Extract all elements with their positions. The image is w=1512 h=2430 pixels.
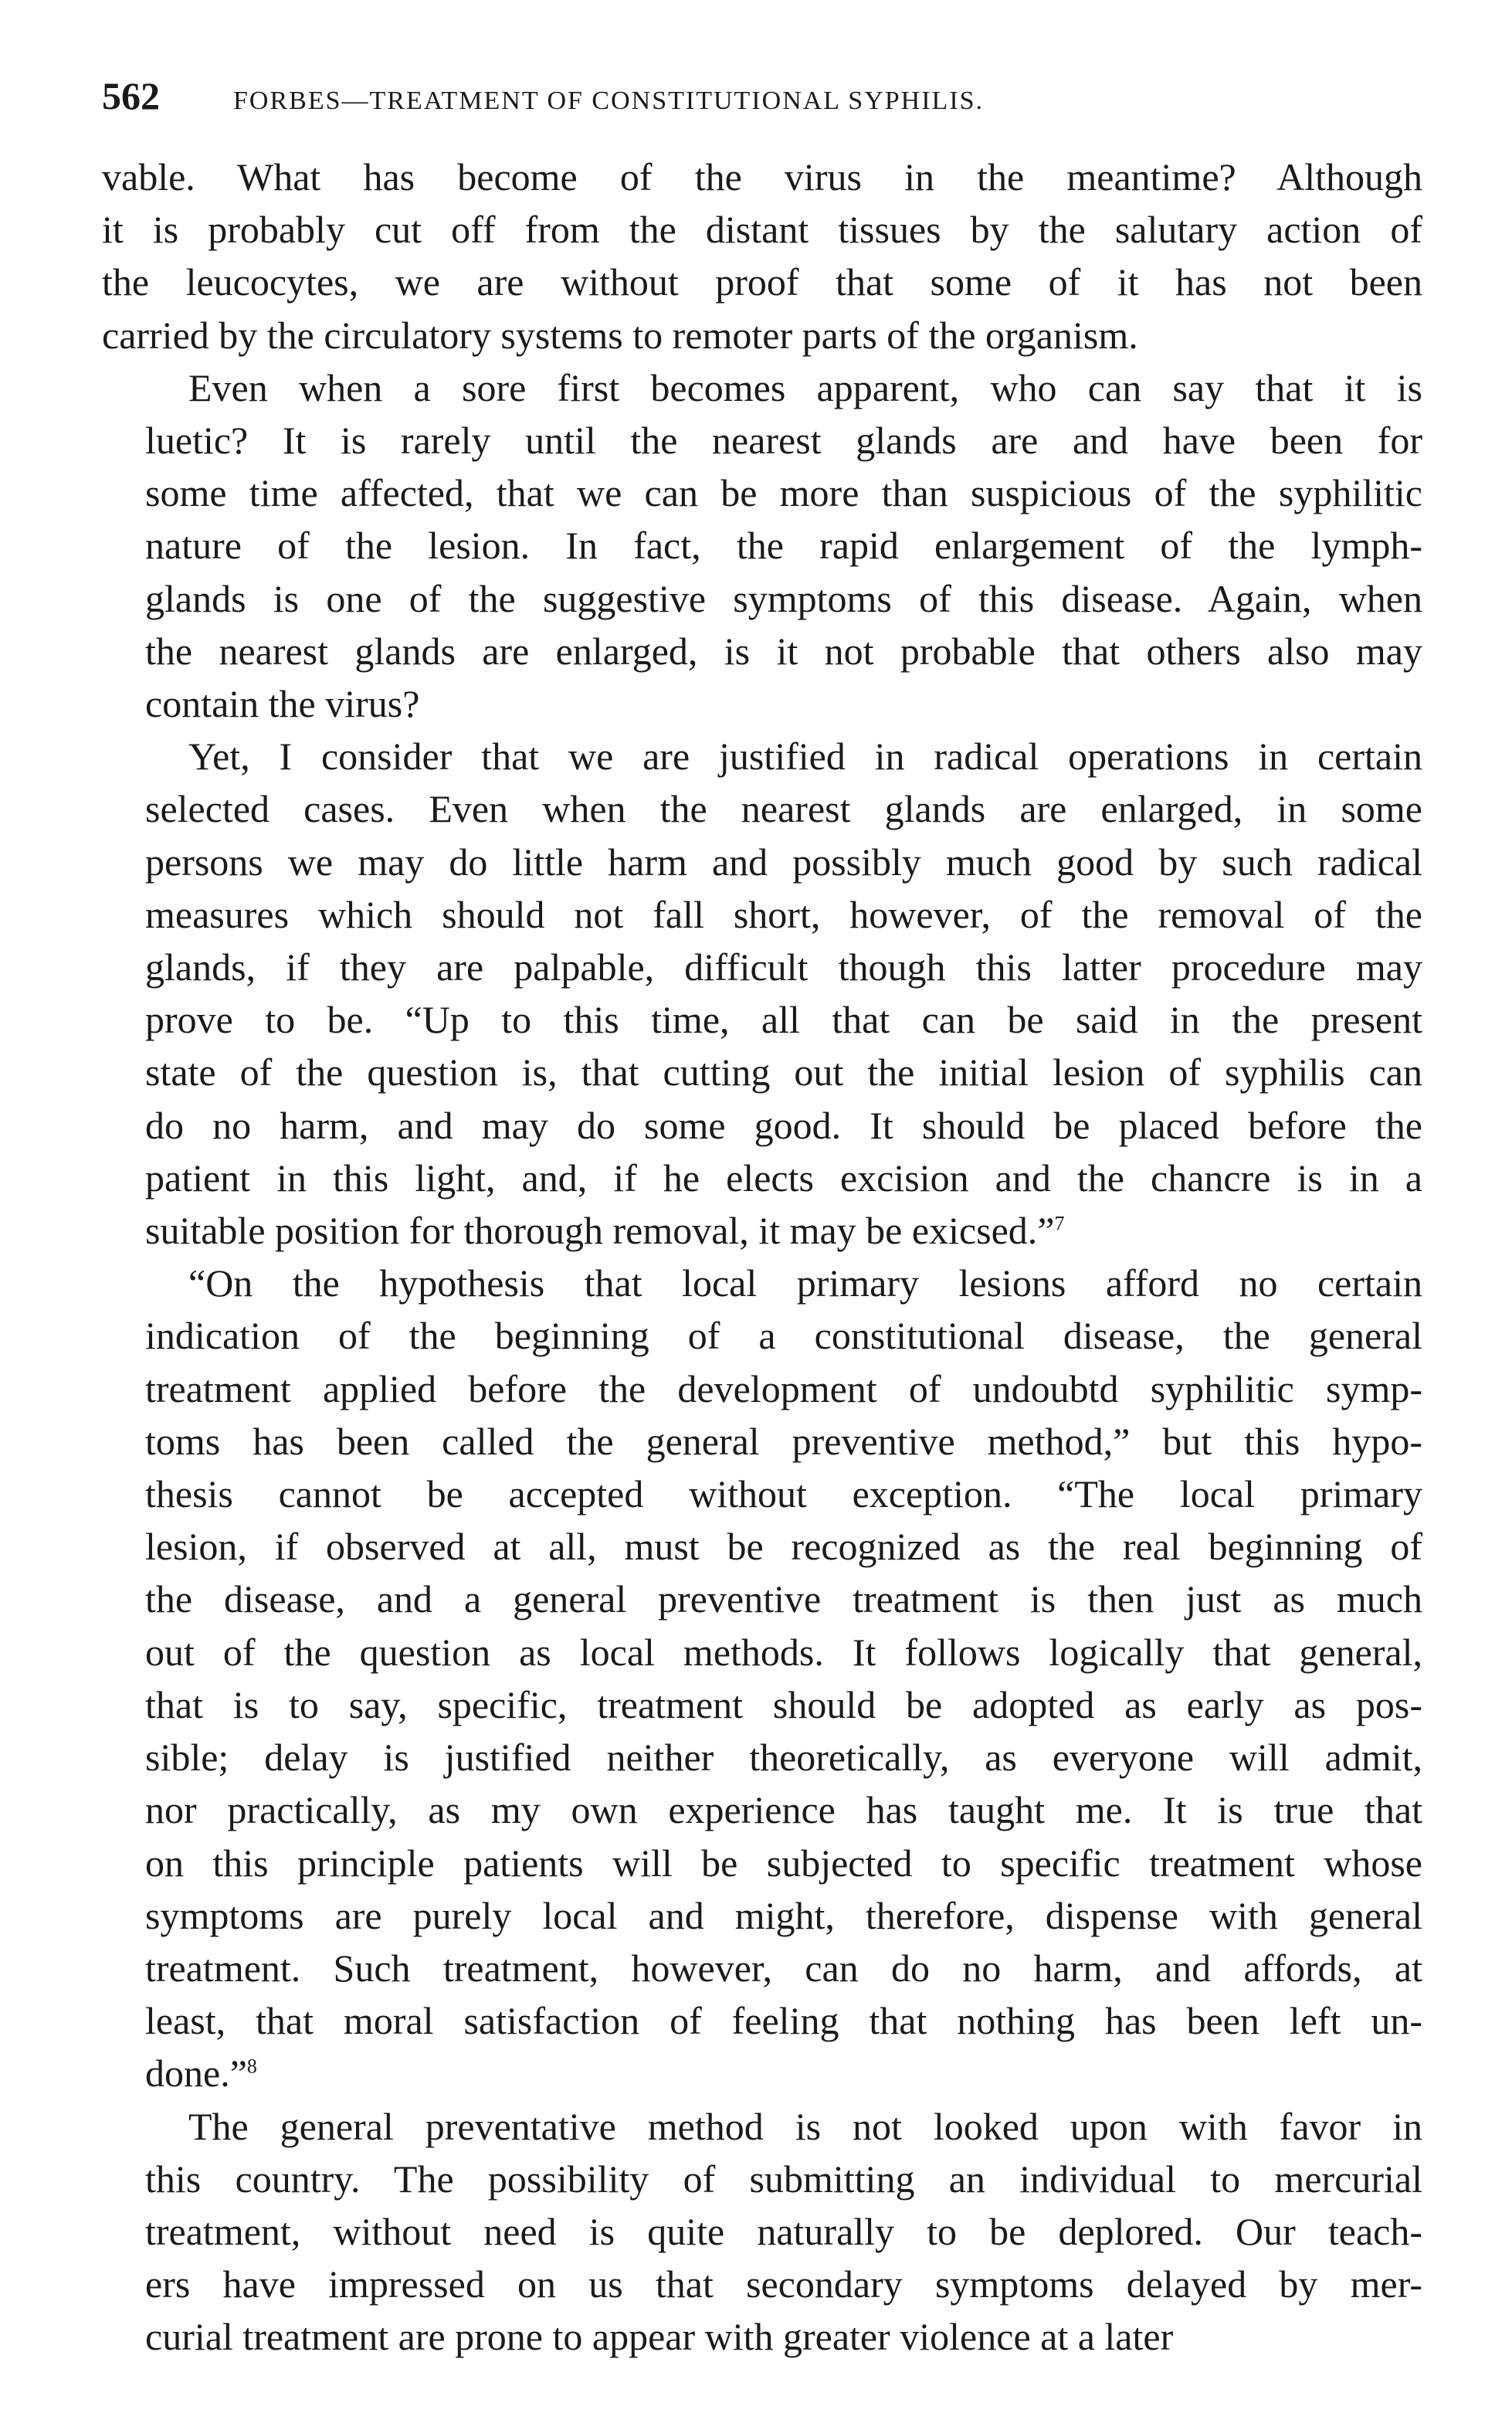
paragraph — [102, 730, 1422, 1257]
text-line: this country. The possibility of submitting an individual to mercurial — [145, 2157, 1422, 2201]
text-line: Yet, I consider that we are justified in radical operations in certain — [188, 735, 1422, 779]
paragraph — [102, 2100, 1422, 2364]
text-line: treatment, without need is quite naturally to be deplored. Our teach- — [145, 2209, 1422, 2253]
paragraph — [102, 151, 1422, 361]
text-line: treatment applied before the development of undoubtd syphilitic symp- — [145, 1366, 1422, 1410]
text-line: symptoms are purely local and might, therefore, dispense with general — [145, 1893, 1422, 1937]
page-header — [102, 73, 1422, 120]
body-text — [102, 151, 1422, 2364]
text-line: it is probably cut off from the distant tissues by the salutary action of — [102, 208, 1422, 252]
text-line: The general preventative method is not looked upon with favor in — [188, 2104, 1422, 2148]
text-line: sible; delay is justified neither theoretically, as everyone will admit, — [145, 1736, 1422, 1780]
text-line: glands, if they are palpable, difficult though this latter procedure may — [145, 945, 1422, 989]
book-page — [102, 73, 1422, 2364]
text-line: that is to say, specific, treatment should be adopted as early as pos- — [145, 1682, 1422, 1726]
text-line: treatment. Such treatment, however, can do no harm, and affords, at — [145, 1946, 1422, 1990]
text-line: persons we may do little harm and possibly much good by such radical — [145, 840, 1422, 884]
text-line: the leucocytes, we are without proof that some of it has not been — [102, 260, 1422, 304]
text-line: ers have impressed on us that secondary symptoms delayed by mer- — [145, 2262, 1422, 2306]
text-line: vable. What has become of the virus in the meantime? Although — [102, 155, 1422, 199]
text-line: suitable position for thorough removal, it may be exicsed.”$^7$ — [145, 1209, 1065, 1253]
text-line: glands is one of the suggestive symptoms of this disease. Again, when — [145, 576, 1422, 620]
text-line: contain the virus? — [145, 682, 420, 726]
text-line: toms has been called the general preventive method,” but this hypo- — [145, 1419, 1422, 1463]
text-line: thesis cannot be accepted without exception. “The local primary — [145, 1472, 1422, 1516]
text-line: indication of the beginning of a constitutional disease, the general — [145, 1314, 1422, 1358]
text-line: done.”$^8$ — [145, 2052, 257, 2096]
text-line: some time affected, that we can be more than suspicious of the syphilitic — [145, 471, 1422, 515]
running-head: FORBES—TREATMENT OF CONSTITUTIONAL SYPHILIS. — [233, 87, 985, 115]
text-line: Even when a sore first becomes apparent, who can say that it is — [188, 365, 1422, 409]
text-line: luetic? It is rarely until the nearest glands are and have been for — [145, 419, 1422, 463]
text-line: measures which should not fall short, however, of the removal of the — [145, 892, 1422, 936]
text-line: least, that moral satisfaction of feeling that nothing has been left un- — [145, 1999, 1422, 2043]
text-line: out of the question as local methods. It follows logically that general, — [145, 1630, 1422, 1674]
text-line: carried by the circulatory systems to remoter parts of the organism. — [102, 313, 1138, 357]
footnote-ref: 8 — [246, 2055, 257, 2078]
text-line: nor practically, as my own experience has taught me. It is true that — [145, 1788, 1422, 1832]
text-line: nature of the lesion. In fact, the rapid enlargement of the lymph- — [145, 524, 1422, 568]
text-line: do no harm, and may do some good. It should be placed before the — [145, 1103, 1422, 1147]
footnote-ref: 7 — [1054, 1212, 1065, 1235]
text-line: lesion, if observed at all, must be recognized as the real beginning of — [145, 1525, 1422, 1569]
paragraph — [102, 361, 1422, 730]
text-line: prove to be. “Up to this time, all that can be said in the present — [145, 998, 1422, 1042]
text-line: state of the question is, that cutting out the initial lesion of syphilis can — [145, 1050, 1422, 1095]
text-line: “On the hypothesis that local primary lesions afford no certain — [188, 1261, 1422, 1305]
text-line: patient in this light, and, if he elects excision and the chancre is in a — [145, 1156, 1422, 1200]
text-line: the disease, and a general preventive treatment is then just as much — [145, 1577, 1422, 1621]
text-line: the nearest glands are enlarged, is it not probable that others also may — [145, 629, 1422, 673]
text-line: on this principle patients will be subjected to specific treatment whose — [145, 1841, 1422, 1885]
text-line: selected cases. Even when the nearest glands are enlarged, in some — [145, 787, 1422, 831]
paragraph — [102, 1257, 1422, 2099]
text-line: curial treatment are prone to appear with greater violence at a later — [145, 2315, 1174, 2359]
page-number: 562 — [102, 74, 160, 117]
